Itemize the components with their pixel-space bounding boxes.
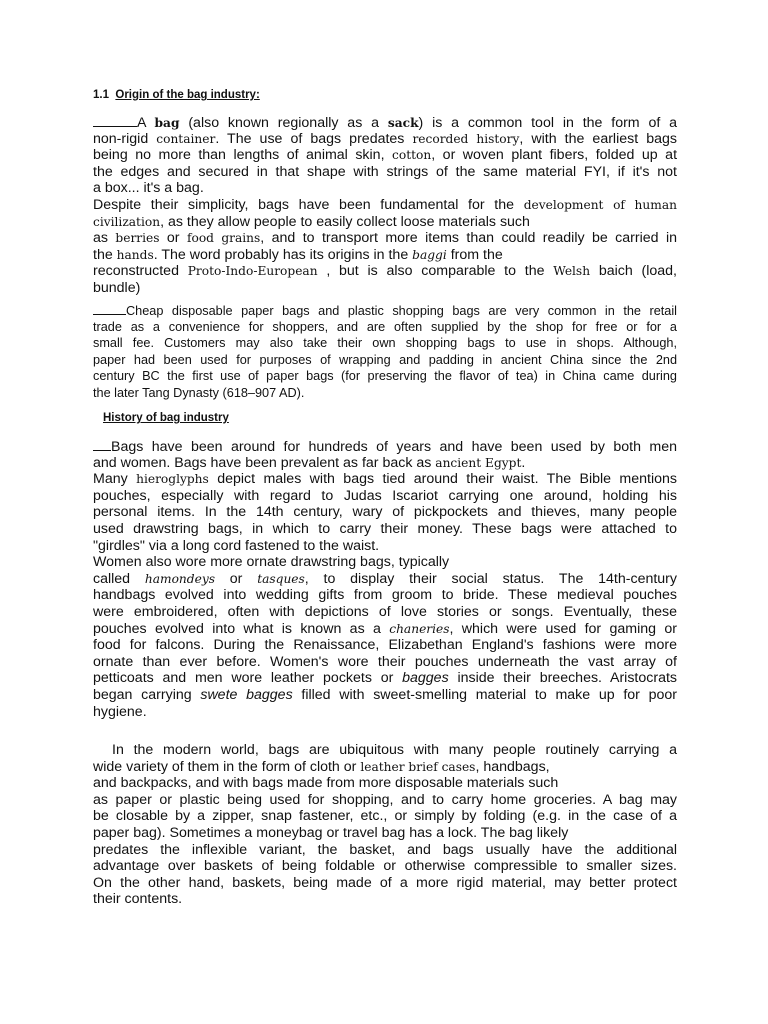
text-run: snap fastener — [261, 808, 350, 825]
text-run: money — [256, 824, 299, 841]
text-line — [93, 263, 677, 280]
text-run: the later — [93, 385, 143, 400]
text-run: and women. Bags have been prevalent as far back as — [93, 454, 436, 471]
text-run: Women also wore more ornate drawstring bags, typically — [93, 554, 450, 571]
text-run: paper — [115, 791, 152, 808]
text-run: A — [137, 115, 155, 131]
section-number: 1.1 — [93, 89, 109, 101]
styled-term: development of human — [523, 197, 677, 212]
text-run: plastic — [179, 791, 220, 808]
text-run: personal items. In the 14th century, wary of pickpockets and thieves, many people — [93, 504, 677, 521]
text-line — [93, 825, 677, 842]
text-line — [93, 488, 677, 505]
text-run: or — [159, 230, 187, 247]
section-title: History of bag industry — [103, 412, 229, 424]
styled-term: tasques — [257, 571, 305, 586]
text-run: ) in China came during — [533, 369, 677, 383]
text-run: filled with sweet-smelling material to make up for poor — [292, 686, 678, 703]
text-run: bundle) — [93, 279, 141, 296]
styled-term: container — [156, 131, 216, 146]
text-run: , and bags usually have the additional — [391, 841, 677, 858]
text-run: cloth — [309, 758, 340, 775]
text-run: predates the inflexible variant, the — [93, 841, 350, 858]
text-run: food for falcons. During the Renaissance, Elizabethan England's fashions were more — [93, 637, 677, 654]
text-line — [93, 471, 677, 488]
text-line — [93, 455, 677, 472]
styled-term: berries — [115, 231, 160, 246]
text-run: Despite their simplicity, bags have been fundamental for the — [93, 196, 524, 213]
styled-term: Proto-Indo-European — [187, 264, 318, 279]
text-run: , — [545, 758, 550, 775]
text-run: plastic shopping bags — [347, 304, 480, 318]
text-run: . The bag likely — [473, 824, 569, 841]
styled-term: ancient Egypt — [435, 455, 522, 470]
text-run: "girdles" via a long cord fastened to the waist. — [93, 537, 380, 554]
text-run: used drawstring bags, in which to carry their money. These bags were attached to — [93, 520, 677, 537]
text-run: inside their breeches. Aristocrats — [448, 670, 678, 687]
text-run: century BC the first use of paper bags (for preserving the flavor of — [93, 369, 516, 383]
text-line — [93, 704, 677, 721]
text-run: or — [151, 791, 180, 808]
text-line — [93, 230, 677, 247]
text-line — [93, 587, 677, 604]
text-run: . — [521, 454, 526, 471]
styled-term: Welsh — [553, 264, 591, 279]
underline-blank — [93, 302, 126, 315]
styled-term: hieroglyphs — [136, 472, 209, 487]
text-run: tea — [515, 369, 534, 383]
text-line — [93, 538, 677, 555]
text-line — [93, 637, 677, 654]
text-line — [93, 131, 677, 148]
text-run: pouches evolved into what is known as a — [93, 620, 390, 637]
text-run: , and with bags made from more disposable materials such — [187, 775, 559, 792]
text-line — [93, 197, 677, 214]
text-run: wide variety of them in the form of — [93, 758, 310, 775]
text-line — [93, 670, 677, 687]
text-run: were embroidered, often with depictions of love stories or songs. Eventually, these — [93, 603, 677, 620]
styled-term: civilization — [93, 214, 161, 229]
text-run: disposable — [171, 304, 233, 318]
text-line — [93, 164, 677, 181]
styled-term: food grains — [186, 231, 261, 246]
text-run: bag or travel bag has a — [298, 824, 448, 841]
section-heading-origin — [93, 89, 260, 101]
text-run: hygiene. — [93, 703, 147, 720]
text-run: non-rigid — [93, 130, 157, 147]
text-run: advantage over baskets of being foldable or otherwise compressible to smaller sizes. — [93, 858, 677, 875]
text-line — [93, 808, 677, 825]
text-line — [93, 604, 677, 621]
styled-term: sack — [387, 116, 419, 130]
text-line — [93, 438, 677, 455]
text-run: baich (load, — [590, 263, 677, 280]
underline-blank — [93, 114, 137, 127]
text-line — [93, 842, 677, 859]
text-run: reconstructed — [93, 263, 188, 280]
text-run: and — [93, 775, 121, 792]
styled-term: baggi — [412, 247, 447, 262]
text-run: ) is a common tool in the form of a — [418, 115, 678, 131]
text-line — [93, 214, 677, 231]
styled-term: hamondeys — [144, 571, 215, 586]
paper-bags-paragraph — [93, 302, 677, 401]
text-run: , — [250, 808, 262, 825]
text-line — [93, 521, 677, 538]
text-run: , with the earliest bags — [519, 130, 677, 147]
text-run: the edges and secured in that shape with strings of the same material FYI, if it's not — [93, 163, 677, 180]
text-run: trade as a convenience for — [93, 319, 273, 334]
text-line — [93, 875, 677, 892]
text-run: lock — [447, 824, 474, 841]
text-line — [93, 280, 677, 297]
text-line — [93, 335, 677, 352]
text-run: handbags evolved into wedding gifts from groom to bride. These medieval pouches — [93, 587, 677, 604]
text-line — [93, 180, 677, 197]
text-run: , — [475, 758, 484, 775]
text-run: , but is also comparable to the — [317, 263, 554, 280]
text-run: (also known regionally as a — [179, 115, 388, 131]
text-run: paper bag). Sometimes a — [93, 824, 257, 841]
text-line — [93, 302, 677, 319]
text-line — [93, 571, 677, 588]
text-run: Many — [93, 471, 137, 488]
text-run: paper bags and — [232, 304, 348, 318]
styled-term: swete bagges — [200, 686, 293, 703]
styled-term: hands — [116, 247, 154, 262]
text-line — [93, 368, 677, 385]
text-run: , and to carry home — [389, 791, 534, 808]
text-run: , to display their social status. The 14th-century — [304, 570, 678, 587]
text-run: On the other hand, baskets, being made of a more rigid material, may better protect — [93, 874, 677, 891]
text-run: . The use of bags predates — [215, 130, 413, 147]
text-run: zipper — [212, 808, 251, 825]
styled-term: cotton — [392, 148, 432, 163]
section-heading-history — [103, 412, 229, 424]
text-run: In the modern world, bags are ubiquitous with many people routinely carrying a — [112, 742, 677, 758]
text-run: . Customers may also take their own shopping bags to use in shops. Although, — [150, 336, 677, 350]
text-line — [93, 147, 677, 164]
styled-term: recorded history — [412, 131, 520, 146]
styled-term: bag — [154, 116, 180, 130]
text-run: , and to transport more items than could readily be carried in — [260, 230, 677, 247]
text-run: petticoats and men wore leather pockets or — [93, 670, 403, 687]
text-line — [93, 319, 677, 336]
text-run: ancient China — [500, 352, 584, 367]
text-run: or — [214, 570, 258, 587]
section-title: Origin of the bag industry: — [115, 89, 260, 101]
styled-term: bagges — [402, 670, 449, 687]
text-run: (618–907 AD). — [219, 385, 305, 400]
text-line — [93, 687, 677, 704]
text-run: shopping — [331, 791, 390, 808]
text-run: being no more than lengths of animal skin, — [93, 147, 393, 164]
text-run: , which were used for gaming or — [449, 620, 677, 637]
text-run: being used for — [219, 791, 332, 808]
text-run: , as they allow people to easily collect loose materials such — [160, 213, 530, 230]
text-line — [93, 114, 677, 131]
text-run: , and are often supplied by the shop for free or for a — [324, 319, 677, 334]
text-run: as — [93, 230, 116, 247]
text-line — [93, 554, 677, 571]
text-run: called — [93, 570, 145, 587]
text-run: Bags have been around for hundreds of years and have been used by both men — [111, 439, 677, 455]
text-run: are very common in the retail — [479, 304, 678, 318]
text-run: the — [93, 246, 117, 263]
styled-term: chaneries — [389, 621, 450, 636]
origin-paragraph — [93, 114, 677, 297]
text-run: small — [93, 336, 133, 350]
text-run: shoppers — [272, 319, 325, 334]
text-line — [93, 759, 677, 776]
text-run: depict males with bags tied around their waist. The Bible mentions — [208, 471, 678, 488]
text-run: . A bag may — [592, 791, 678, 808]
text-run: paper had been used for purposes of wrapping and padding in — [93, 352, 501, 367]
text-run: backpacks — [120, 775, 188, 792]
text-run: be closable by a — [93, 808, 213, 825]
text-run: their contents. — [93, 891, 183, 908]
styled-term: leather brief cases — [360, 759, 476, 774]
text-run: groceries — [533, 791, 593, 808]
text-run: pouches, especially with regard to Judas Iscariot carrying one around, holding his — [93, 487, 677, 504]
text-run: . The word probably has its origins in the — [153, 246, 413, 263]
text-run: a box... it's a bag. — [93, 180, 204, 197]
text-line — [93, 891, 677, 908]
text-line — [93, 654, 677, 671]
underline-blank — [93, 438, 111, 451]
text-line — [93, 775, 677, 792]
history-paragraph — [93, 438, 677, 720]
text-line — [93, 621, 677, 638]
text-line — [93, 504, 677, 521]
text-line — [93, 247, 677, 264]
text-run: ornate than ever before. Women's wore their pouches underneath the vast array of — [93, 653, 677, 670]
modern-paragraph — [93, 742, 677, 908]
text-run: handbags — [483, 758, 546, 775]
text-run: began carrying — [93, 686, 201, 703]
text-run: as — [93, 791, 116, 808]
text-run: basket — [349, 841, 392, 858]
text-line — [93, 792, 677, 809]
text-run: since the 2nd — [583, 352, 678, 367]
text-line — [93, 352, 677, 369]
text-line — [93, 858, 677, 875]
text-run: Cheap — [126, 304, 172, 318]
text-line — [93, 385, 677, 402]
text-run: fee — [132, 336, 151, 350]
text-line — [93, 742, 677, 759]
text-run: or — [339, 758, 361, 775]
text-run: from the — [446, 246, 503, 263]
text-run: , etc., or simply by folding (e.g. in the case of a — [349, 808, 677, 825]
text-run: , or woven plant fibers, folded up at — [431, 147, 678, 164]
text-run: Tang Dynasty — [142, 385, 220, 400]
